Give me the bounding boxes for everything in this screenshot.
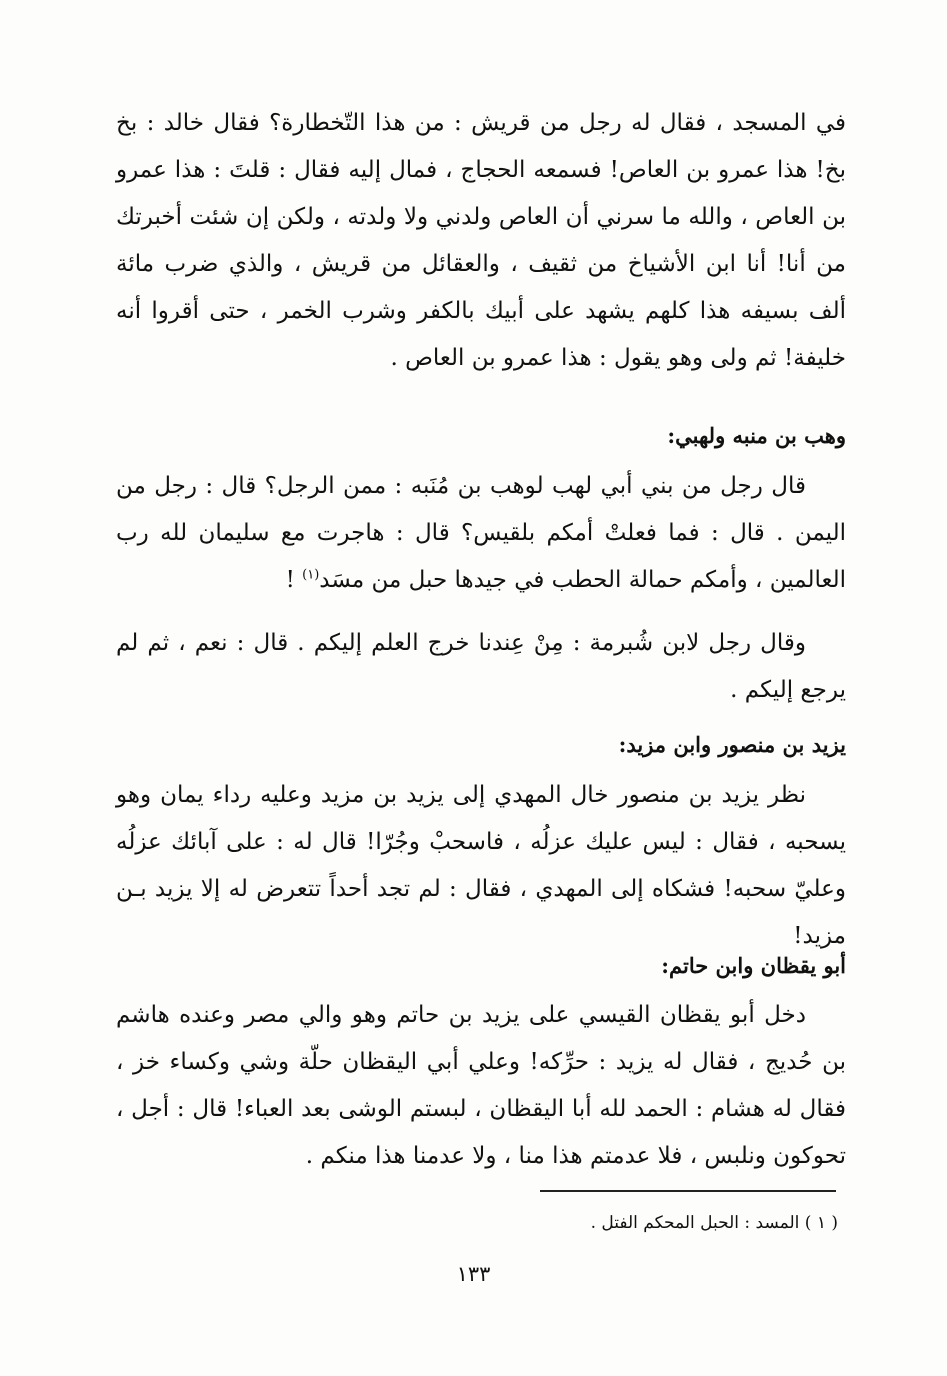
footnote-divider — [540, 1190, 836, 1192]
body-paragraph-abu-yaqzan — [116, 992, 846, 1180]
paragraph-text-main: قال رجل من بني أبي لهب لوهب بن مُنَبه : ممن الرجل؟ قال : رجل من اليمن . قال : فما فعلتْ أمكم بلقيس؟ قال : هاجرت مع سليمان لله رب العالمين ، وأمكم حمالة الحطب في جيدها حبل من مسَد — [116, 473, 846, 593]
body-paragraph-ibn-shubruma — [116, 620, 846, 714]
paragraph-text: نظر يزيد بن منصور خال المهدي إلى يزيد بن مزيد وعليه رداء يمان وهو يسحبه ، فقال : ليس عليك عزلُه ، فاسحبْ وجُرّا! قال له : على آبائك عزلُه وعليّ سحبه! فشكاه إلى المهدي ، فقال : لم تجد أحداً تتعرض له إلا يزيد بـن مزيد! — [116, 782, 846, 949]
paragraph-text — [116, 463, 846, 604]
paragraph-text: وقال رجل لابن شُبرمة : مِنْ عِندنا خرج العلم إليكم . قال : نعم ، ثم لم يرجع إليكم . — [116, 630, 846, 703]
paragraph-text-end: ! — [285, 567, 303, 593]
body-paragraph-wahb — [116, 463, 846, 604]
section-heading-wahb: وهب بن منبه ولهبي: — [667, 423, 846, 448]
section-heading-yazid: يزيد بن منصور وابن مزيد: — [618, 732, 846, 757]
body-paragraph-amr — [116, 100, 846, 382]
section-heading-abu-yaqzan: أبو يقظان وابن حاتم: — [661, 953, 846, 978]
paragraph-text: في المسجد ، فقال له رجل من قريش : من هذا التّخطارة؟ فقال خالد : بخ بخ! هذا عمرو بن العاص! فسمعه الحجاج ، فمال إليه فقال : قلتَ : هذا عمرو بن العاص ، والله ما سرني أن العاص ولدني ولا ولدته ، ولكن إن شئت أخبرتك من أنا! أنا ابن الأشياخ من ثقيف ، والعقائل من قريش ، والذي ضرب مائة ألف بسيفه هذا كلهم يشهد على أبيك بالكفر وشرب الخمر ، حتى أقروا أنه خليفة! ثم ولى وهو يقول : هذا عمرو بن العاص . — [116, 110, 846, 371]
page-number: ١٣٣ — [456, 1262, 491, 1286]
footnote-marker: (١) — [302, 567, 320, 583]
body-paragraph-yazid — [116, 772, 846, 960]
paragraph-text: دخل أبو يقظان القيسي على يزيد بن حاتم وهو والي مصر وعنده هاشم بن حُديج ، فقال له يزيد : حرِّكه! وعلي أبي اليقظان حلّة وشي وكساء خز ، فقال له هشام : الحمد لله أبا اليقظان ، لبستم الوشى بعد العباء! قال : أجل ، تحوكون ونلبس ، فلا عدمتم هذا منا ، ولا عدمنا هذا منكم . — [116, 1002, 846, 1169]
footnote: ( ١ ) المسد : الحبل المحكم الفتل . — [590, 1213, 838, 1233]
